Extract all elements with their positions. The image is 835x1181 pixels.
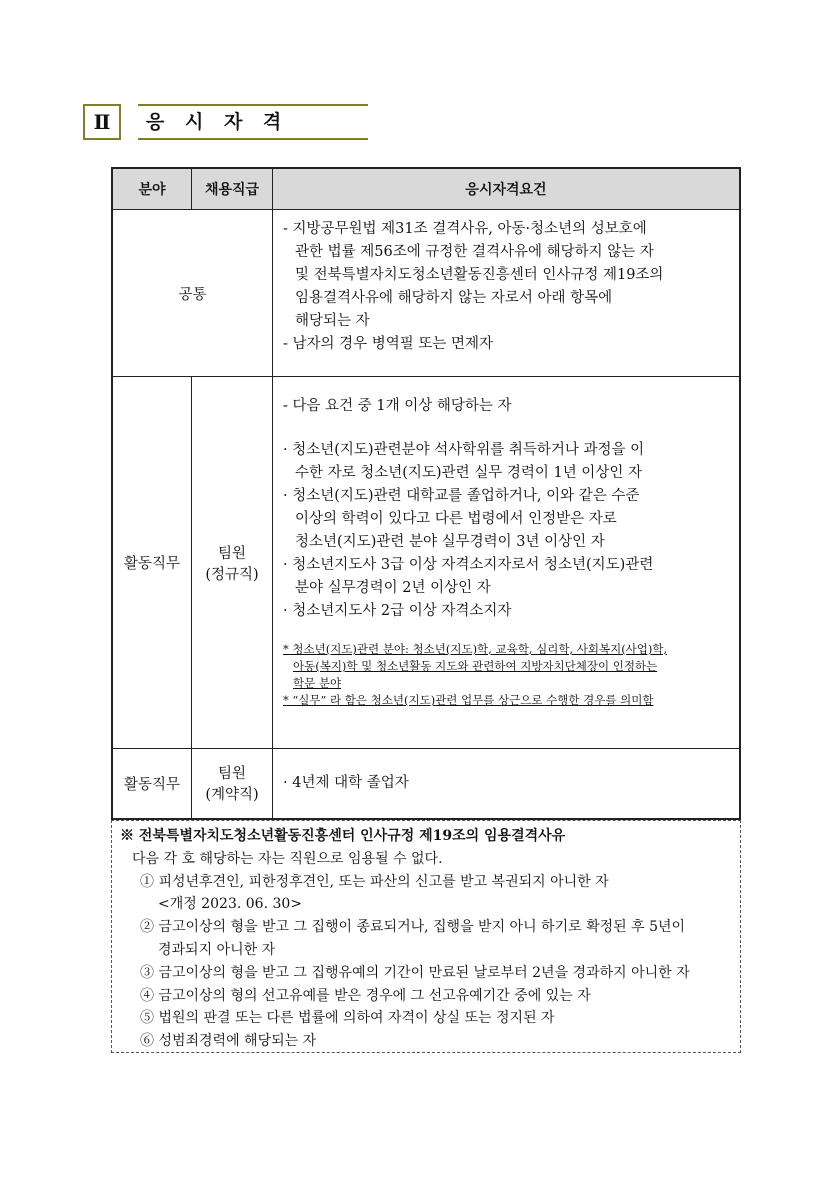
row2-content <box>273 749 741 819</box>
disqualification-item: ⑤ 법원의 판결 또는 다른 법률에 의하여 자격이 상실 또는 정지된 자 <box>140 1010 555 1027</box>
header-rank: 채용직급 <box>192 168 273 210</box>
disqualification-item: ② 금고이상의 형을 받고 그 집행이 종료되거나, 집행을 받지 아니 하기로 확정된 후 5년이 <box>140 919 686 936</box>
disqualification-item: <개정 2023. 06. 30> <box>158 896 303 913</box>
row1-line: · 청소년지도사 2급 이상 자격소지자 <box>283 603 512 619</box>
common-line: - 지방공무원법 제31조 결격사유, 아동·청소년의 성보호에 <box>283 221 647 237</box>
row2-rank-type: (계약직) <box>205 787 259 804</box>
row1-field: 활동직무 <box>112 377 192 749</box>
disqualification-item: ③ 금고이상의 형을 받고 그 집행유예의 기간이 만료된 날로부터 2년을 경과하지 아니한 자 <box>140 964 690 981</box>
row2-rank <box>192 749 273 819</box>
common-line: - 남자의 경우 병역필 또는 면제자 <box>283 336 494 352</box>
disqualification-item: ① 피성년후견인, 피한정후견인, 또는 파산의 신고를 받고 복권되지 아니한 자 <box>140 873 609 890</box>
row1-notes <box>283 641 729 709</box>
note-line: * 청소년(지도)관련 분야: 청소년(지도)학, 교육학, 심리학, 사회복지(사업)학, <box>283 642 668 656</box>
row1-line: · 청소년(지도)관련 대학교를 졸업하거나, 이와 같은 수준 <box>283 488 640 504</box>
requirements-table <box>111 167 741 820</box>
header-field: 분야 <box>112 168 192 210</box>
common-line: 관한 법률 제56조에 규정한 결격사유에 해당하지 않는 자 <box>295 244 654 260</box>
disqualification-title: ※ 전북특별자치도청소년활동진흥센터 인사규정 제19조의 임용결격사유 <box>120 828 566 844</box>
row1-line: · 청소년지도사 3급 이상 자격소지자로서 청소년(지도)관련 <box>283 557 654 573</box>
row2-field: 활동직무 <box>112 749 192 819</box>
common-line: 임용결격사유에 해당하지 않는 자로서 아래 항목에 <box>295 290 613 306</box>
table-row-contract <box>112 749 740 819</box>
row2-line: · 4년제 대학 졸업자 <box>283 774 409 791</box>
row1-rank <box>192 377 273 749</box>
row1-rank-title: 팀원 <box>217 545 246 562</box>
common-line: 및 전북특별자치도청소년활동진흥센터 인사규정 제19조의 <box>295 267 664 283</box>
row2-rank-title: 팀원 <box>217 766 246 783</box>
row1-line: 수한 자로 청소년(지도)관련 실무 경력이 1년 이상인 자 <box>295 465 642 481</box>
common-content <box>273 210 741 377</box>
disqualification-item: ⑥ 성범죄경력에 해당되는 자 <box>140 1033 317 1050</box>
disqualification-box <box>111 820 741 1053</box>
common-line: 해당되는 자 <box>295 313 370 329</box>
table-row-common <box>112 210 740 377</box>
row1-line: 이상의 학력이 있다고 다른 법령에서 인정받은 자로 <box>295 511 617 527</box>
disqualification-item: ④ 금고이상의 형의 선고유예를 받은 경우에 그 선고유예기간 중에 있는 자 <box>140 987 591 1004</box>
row1-line: 청소년(지도)관련 분야 실무경력이 3년 이상인 자 <box>295 534 605 550</box>
note-line: 아동(복지)학 및 청소년활동 지도와 관련하여 지방자치단체장이 인정하는 <box>293 659 658 673</box>
section-title: 응 시 자 격 <box>138 104 368 140</box>
disqualification-intro: 다음 각 호 해당하는 자는 직원으로 임용될 수 없다. <box>132 850 443 867</box>
row1-intro: - 다음 요건 중 1개 이상 해당하는 자 <box>283 398 512 414</box>
header-requirements: 응시자격요건 <box>273 168 741 210</box>
row1-line: · 청소년(지도)관련분야 석사학위를 취득하거나 과정을 이 <box>283 442 645 458</box>
row1-rank-type: (정규직) <box>205 566 259 583</box>
common-label: 공통 <box>112 210 273 377</box>
note-line: 학문 분야 <box>293 676 342 690</box>
table-header-row <box>112 168 740 210</box>
row1-content <box>273 377 741 749</box>
row1-line: 분야 실무경력이 2년 이상인 자 <box>295 580 491 596</box>
note-line: * “실무” 라 함은 청소년(지도)관련 업무를 상근으로 수행한 경우를 의미함 <box>283 693 654 707</box>
section-number: Ⅱ <box>83 104 121 140</box>
table-row-regular <box>112 377 740 749</box>
disqualification-item: 경과되지 아니한 자 <box>158 941 276 958</box>
